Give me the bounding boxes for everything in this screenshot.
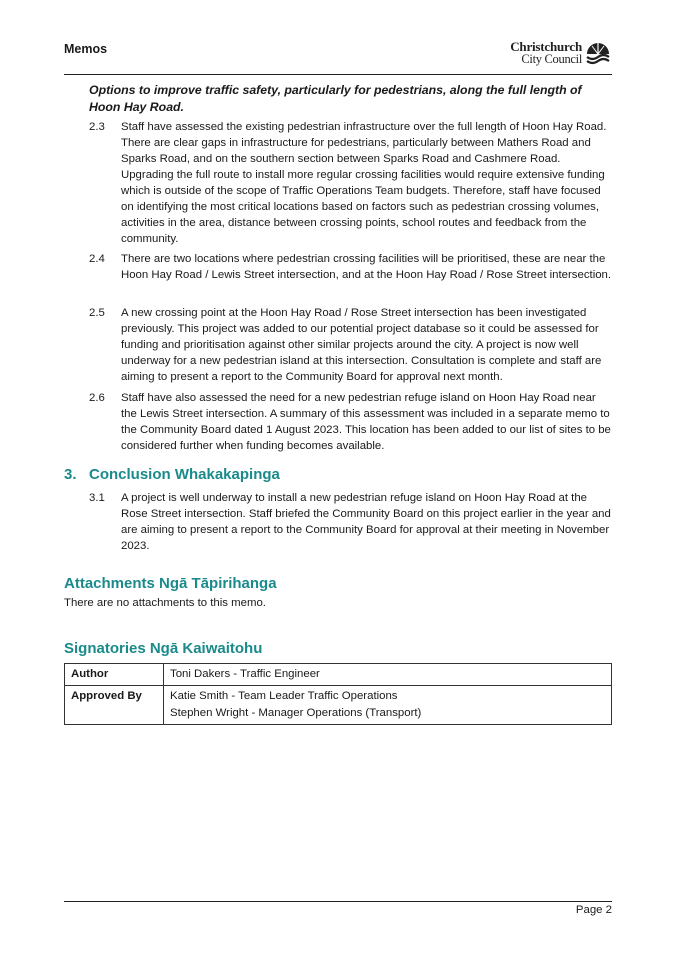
author-value: Toni Dakers - Traffic Engineer	[164, 664, 612, 686]
page-footer	[64, 901, 612, 916]
council-logo	[462, 40, 612, 70]
paragraph-2-3	[89, 119, 614, 247]
logo-line-2: City Council	[521, 52, 582, 66]
approver-1: Katie Smith - Team Leader Traffic Operations	[170, 690, 398, 702]
paragraph-text: There are two locations where pedestrian crossing facilities will be prioritised, these are near the Hoon Hay Road / Lewis Street intersection, and at the Hoon Hay Road / Rose Street intersection.	[121, 253, 612, 281]
paragraph-3-1	[89, 490, 614, 554]
signatories-heading: Signatories Ngā Kaiwaitohu	[64, 640, 263, 657]
author-label: Author	[65, 664, 164, 686]
table-row	[65, 686, 612, 725]
section-subheading: Options to improve traffic safety, particularly for pedestrians, along the full length of Hoon Hay Road.	[89, 83, 582, 114]
paragraph-number: 3.1	[89, 492, 105, 504]
paragraph-text: Staff have assessed the existing pedestrian infrastructure over the full length of Hoon Hay Road. There are clear gaps in infrastructure for pedestrians, particularly between Mathers Road and Sparks Road, and on the southern section between Sparks Road and Cashmere Road. Upgrading the full route to install more regular crossing facilities would require extensive funding which is outside of the scope of Traffic Operations Team budgets. Therefore, staff have focused on identifying the most critical locations based on factors such as pedestrian crossing volumes, activities in the area, distance between crossing points, school routes and feedback from the community.	[121, 121, 607, 245]
conclusion-heading	[64, 466, 280, 483]
council-logo-icon	[584, 40, 612, 68]
paragraph-number: 2.5	[89, 307, 105, 319]
paragraph-number: 2.3	[89, 121, 105, 133]
table-row	[65, 664, 612, 686]
paragraph-number: 2.4	[89, 253, 105, 265]
paragraph-number: 2.6	[89, 392, 105, 404]
paragraph-2-5	[89, 305, 614, 385]
page-number: Page 2	[575, 904, 612, 916]
paragraph-text: A project is well underway to install a new pedestrian refuge island on Hoon Hay Road at the Rose Street intersection. Staff briefed the Community Board on this project earlier in the year and are aiming to present a report to the Community Board for approval at their meeting in November 2023.	[121, 492, 611, 552]
approved-value	[164, 686, 612, 725]
paragraph-text: Staff have also assessed the need for a new pedestrian refuge island on Hoon Hay Road near the Lewis Street intersection. A summary of this assessment was included in a separate memo to the Community Board dated 1 August 2023. This location has been added to our list of sites to be considered further when funding becomes available.	[121, 392, 611, 452]
paragraph-text: A new crossing point at the Hoon Hay Road / Rose Street intersection has been investigated previously. This project was added to our potential project database so it could be assessed for funding and prioritisation against other similar projects around the city. A project is now well underway for a new pedestrian island at this intersection. Consultation is complete and staff are aiming to present a report to the Community Board for approval next month.	[121, 307, 602, 383]
page-header	[64, 38, 612, 75]
approved-label: Approved By	[65, 686, 164, 725]
approver-2: Stephen Wright - Manager Operations (Transport)	[170, 707, 422, 719]
paragraph-2-4	[89, 251, 614, 283]
section-title: Conclusion Whakakapinga	[89, 466, 280, 483]
paragraph-2-6	[89, 390, 614, 454]
attachments-text: There are no attachments to this memo.	[64, 597, 266, 609]
logo-text	[510, 41, 582, 65]
section-number: 3.	[64, 466, 77, 483]
header-label: Memos	[64, 42, 108, 56]
attachments-heading: Attachments Ngā Tāpirihanga	[64, 575, 277, 592]
logo-line-1: Christchurch	[510, 39, 582, 54]
signatories-table	[64, 663, 612, 725]
